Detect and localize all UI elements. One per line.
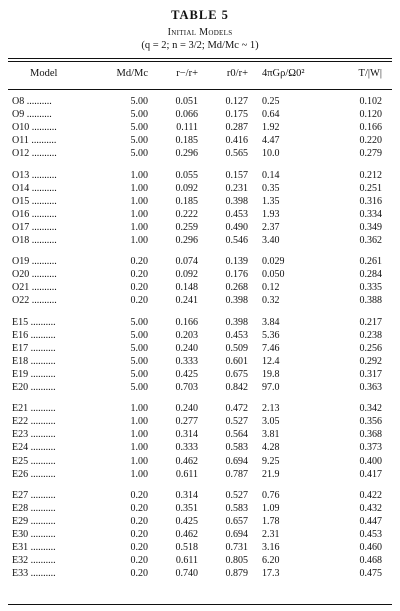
inner-radius-cell: 0.241 <box>175 295 198 307</box>
density-parameter-cell: 5.36 <box>262 329 280 341</box>
mass-ratio-cell: 5.00 <box>130 329 148 341</box>
density-max-radius-cell: 0.731 <box>225 542 248 554</box>
density-max-radius-cell: 0.490 <box>225 221 248 233</box>
energy-ratio-cell: 0.220 <box>359 135 382 147</box>
inner-radius-cell: 0.611 <box>175 555 198 567</box>
table-row <box>0 568 400 581</box>
mass-ratio-cell: 5.00 <box>130 368 148 380</box>
model-name-cell: O21 .......... <box>12 282 57 294</box>
density-max-radius-cell: 0.546 <box>225 235 248 246</box>
mass-ratio-cell: 0.20 <box>130 568 148 580</box>
mass-ratio-cell: 0.20 <box>130 282 148 294</box>
table-row <box>0 369 400 382</box>
density-parameter-cell: 0.76 <box>262 489 280 501</box>
density-parameter-cell: 1.93 <box>262 208 280 220</box>
density-max-radius-cell: 0.127 <box>225 96 248 107</box>
table-row <box>0 196 400 209</box>
table-row <box>0 403 400 416</box>
inner-radius-cell: 0.425 <box>175 515 198 527</box>
energy-ratio-cell: 0.334 <box>359 208 382 220</box>
table-row <box>0 343 400 356</box>
density-max-radius-cell: 0.176 <box>225 269 248 281</box>
table-row <box>0 122 400 135</box>
inner-radius-cell: 0.314 <box>175 429 198 441</box>
density-parameter-cell: 7.46 <box>262 342 280 354</box>
density-parameter-cell: 1.92 <box>262 122 280 134</box>
inner-radius-cell: 0.092 <box>175 269 198 281</box>
energy-ratio-cell: 0.120 <box>359 109 382 121</box>
density-parameter-cell: 0.32 <box>262 295 280 307</box>
table-row <box>0 295 400 308</box>
density-max-radius-cell: 0.583 <box>225 502 248 514</box>
inner-radius-cell: 0.092 <box>175 182 198 194</box>
inner-radius-cell: 0.740 <box>175 568 198 580</box>
model-name-cell: O13 .......... <box>12 169 57 181</box>
energy-ratio-cell: 0.166 <box>359 122 382 134</box>
inner-radius-cell: 0.051 <box>175 96 198 107</box>
inner-radius-cell: 0.166 <box>175 316 198 328</box>
table-row <box>0 170 400 183</box>
model-name-cell: O15 .......... <box>12 195 57 207</box>
column-header-inner-radius: r−/r+ <box>176 68 198 79</box>
density-parameter-cell: 21.9 <box>262 468 280 480</box>
inner-radius-cell: 0.314 <box>175 489 198 501</box>
mass-ratio-cell: 1.00 <box>130 169 148 181</box>
density-max-radius-cell: 0.509 <box>225 342 248 354</box>
density-parameter-cell: 19.8 <box>262 368 280 380</box>
table-row <box>0 442 400 455</box>
mass-ratio-cell: 5.00 <box>130 148 148 160</box>
energy-ratio-cell: 0.373 <box>359 442 382 454</box>
density-max-radius-cell: 0.675 <box>225 368 248 380</box>
mass-ratio-cell: 5.00 <box>130 355 148 367</box>
density-parameter-cell: 6.20 <box>262 555 280 567</box>
table-row <box>0 222 400 235</box>
inner-radius-cell: 0.240 <box>175 342 198 354</box>
model-name-cell: O19 .......... <box>12 256 57 268</box>
density-parameter-cell: 4.47 <box>262 135 280 147</box>
density-max-radius-cell: 0.879 <box>225 568 248 580</box>
energy-ratio-cell: 0.316 <box>359 195 382 207</box>
energy-ratio-cell: 0.238 <box>359 329 382 341</box>
energy-ratio-cell: 0.422 <box>359 489 382 501</box>
model-name-cell: E21 .......... <box>12 403 56 415</box>
density-max-radius-cell: 0.416 <box>225 135 248 147</box>
model-name-cell: E22 .......... <box>12 416 56 428</box>
mass-ratio-cell: 1.00 <box>130 235 148 246</box>
bottom-rule <box>8 604 392 605</box>
table-row <box>0 109 400 122</box>
inner-radius-cell: 0.185 <box>175 135 198 147</box>
energy-ratio-cell: 0.362 <box>359 235 382 246</box>
table-row <box>0 269 400 282</box>
mass-ratio-cell: 5.00 <box>130 342 148 354</box>
energy-ratio-cell: 0.356 <box>359 416 382 428</box>
table-row <box>0 256 400 269</box>
density-parameter-cell: 2.37 <box>262 221 280 233</box>
table-row <box>0 330 400 343</box>
inner-radius-cell: 0.296 <box>175 148 198 160</box>
model-name-cell: O20 .......... <box>12 269 57 281</box>
mass-ratio-cell: 0.20 <box>130 256 148 268</box>
energy-ratio-cell: 0.400 <box>359 455 382 467</box>
inner-radius-cell: 0.111 <box>176 122 198 134</box>
inner-radius-cell: 0.222 <box>175 208 198 220</box>
model-name-cell: E20 .......... <box>12 382 56 393</box>
inner-radius-cell: 0.462 <box>175 455 198 467</box>
table-row <box>0 317 400 330</box>
density-max-radius-cell: 0.287 <box>225 122 248 134</box>
model-name-cell: E18 .......... <box>12 355 56 367</box>
model-name-cell: E16 .......... <box>12 329 56 341</box>
mass-ratio-cell: 5.00 <box>130 96 148 107</box>
column-header-density-max-radius: r0/r+ <box>226 68 248 79</box>
inner-radius-cell: 0.296 <box>175 235 198 246</box>
density-max-radius-cell: 0.601 <box>225 355 248 367</box>
density-parameter-cell: 97.0 <box>262 382 280 393</box>
table-row <box>0 490 400 503</box>
energy-ratio-cell: 0.453 <box>359 529 382 540</box>
model-name-cell: E25 .......... <box>12 455 56 467</box>
energy-ratio-cell: 0.388 <box>359 295 382 307</box>
model-name-cell: E23 .......... <box>12 429 56 441</box>
inner-radius-cell: 0.240 <box>175 403 198 415</box>
inner-radius-cell: 0.277 <box>175 416 198 428</box>
density-max-radius-cell: 0.157 <box>225 169 248 181</box>
density-parameter-cell: 0.12 <box>262 282 280 294</box>
column-header-mass-ratio: Md/Mc <box>116 68 148 79</box>
density-max-radius-cell: 0.565 <box>225 148 248 160</box>
model-name-cell: E27 .......... <box>12 489 56 501</box>
mass-ratio-cell: 0.20 <box>130 515 148 527</box>
mass-ratio-cell: 1.00 <box>130 468 148 480</box>
table-row <box>0 235 400 248</box>
table-row <box>0 516 400 529</box>
density-max-radius-cell: 0.657 <box>225 515 248 527</box>
density-max-radius-cell: 0.175 <box>225 109 248 121</box>
table-row <box>0 542 400 555</box>
model-name-cell: E30 .......... <box>12 529 56 540</box>
density-parameter-cell: 4.28 <box>262 442 280 454</box>
mass-ratio-cell: 1.00 <box>130 403 148 415</box>
table-row <box>0 416 400 429</box>
mass-ratio-cell: 1.00 <box>130 455 148 467</box>
density-max-radius-cell: 0.398 <box>225 195 248 207</box>
density-parameter-cell: 2.31 <box>262 529 280 540</box>
inner-radius-cell: 0.351 <box>175 502 198 514</box>
model-name-cell: O8 .......... <box>12 96 52 107</box>
mass-ratio-cell: 0.20 <box>130 555 148 567</box>
table-row <box>0 148 400 161</box>
table-parameters: (q = 2; n = 3/2; Md/Mc ~ 1) <box>141 40 259 51</box>
mass-ratio-cell: 1.00 <box>130 442 148 454</box>
density-parameter-cell: 0.14 <box>262 169 280 181</box>
header-rule <box>8 89 392 90</box>
density-parameter-cell: 1.09 <box>262 502 280 514</box>
table-row <box>0 529 400 542</box>
energy-ratio-cell: 0.102 <box>359 96 382 107</box>
mass-ratio-cell: 5.00 <box>130 382 148 393</box>
energy-ratio-cell: 0.432 <box>359 502 382 514</box>
energy-ratio-cell: 0.335 <box>359 282 382 294</box>
model-name-cell: E26 .......... <box>12 468 56 480</box>
inner-radius-cell: 0.185 <box>175 195 198 207</box>
density-parameter-cell: 1.78 <box>262 515 280 527</box>
model-name-cell: O22 .......... <box>12 295 57 307</box>
energy-ratio-cell: 0.217 <box>359 316 382 328</box>
mass-ratio-cell: 5.00 <box>130 135 148 147</box>
mass-ratio-cell: 5.00 <box>130 316 148 328</box>
inner-radius-cell: 0.055 <box>175 169 198 181</box>
density-max-radius-cell: 0.805 <box>225 555 248 567</box>
model-name-cell: O16 .......... <box>12 208 57 220</box>
table-title: TABLE 5 <box>171 8 229 22</box>
model-name-cell: O9 .......... <box>12 109 52 121</box>
density-max-radius-cell: 0.453 <box>225 208 248 220</box>
density-parameter-cell: 3.81 <box>262 429 280 441</box>
inner-radius-cell: 0.518 <box>175 542 198 554</box>
density-max-radius-cell: 0.787 <box>225 468 248 480</box>
energy-ratio-cell: 0.460 <box>359 542 382 554</box>
density-parameter-cell: 9.25 <box>262 455 280 467</box>
mass-ratio-cell: 0.20 <box>130 295 148 307</box>
model-name-cell: O10 .......... <box>12 122 57 134</box>
mass-ratio-cell: 0.20 <box>130 269 148 281</box>
model-name-cell: O17 .......... <box>12 221 57 233</box>
density-max-radius-cell: 0.527 <box>225 489 248 501</box>
table-row <box>0 429 400 442</box>
energy-ratio-cell: 0.261 <box>359 256 382 268</box>
density-max-radius-cell: 0.398 <box>225 316 248 328</box>
density-parameter-cell: 10.0 <box>262 148 280 160</box>
density-parameter-cell: 3.16 <box>262 542 280 554</box>
inner-radius-cell: 0.425 <box>175 368 198 380</box>
inner-radius-cell: 0.203 <box>175 329 198 341</box>
model-name-cell: E24 .......... <box>12 442 56 454</box>
mass-ratio-cell: 1.00 <box>130 221 148 233</box>
model-name-cell: O11 .......... <box>12 135 57 147</box>
mass-ratio-cell: 1.00 <box>130 195 148 207</box>
energy-ratio-cell: 0.417 <box>359 468 382 480</box>
column-header-energy-ratio: T/|W| <box>358 68 382 79</box>
density-max-radius-cell: 0.472 <box>225 403 248 415</box>
model-name-cell: E19 .......... <box>12 368 56 380</box>
table-row <box>0 469 400 482</box>
energy-ratio-cell: 0.212 <box>359 169 382 181</box>
inner-radius-cell: 0.066 <box>175 109 198 121</box>
mass-ratio-cell: 5.00 <box>130 122 148 134</box>
table-row <box>0 135 400 148</box>
density-max-radius-cell: 0.583 <box>225 442 248 454</box>
inner-radius-cell: 0.611 <box>175 468 198 480</box>
density-max-radius-cell: 0.527 <box>225 416 248 428</box>
density-parameter-cell: 12.4 <box>262 355 280 367</box>
model-name-cell: E33 .......... <box>12 568 56 580</box>
energy-ratio-cell: 0.447 <box>359 515 382 527</box>
table-row <box>0 209 400 222</box>
column-header-density-parameter: 4πGρ/Ω0² <box>262 68 305 79</box>
energy-ratio-cell: 0.317 <box>359 368 382 380</box>
energy-ratio-cell: 0.256 <box>359 342 382 354</box>
density-max-radius-cell: 0.453 <box>225 329 248 341</box>
energy-ratio-cell: 0.284 <box>359 269 382 281</box>
density-parameter-cell: 17.3 <box>262 568 280 580</box>
energy-ratio-cell: 0.251 <box>359 182 382 194</box>
energy-ratio-cell: 0.363 <box>359 382 382 393</box>
density-max-radius-cell: 0.231 <box>225 182 248 194</box>
density-max-radius-cell: 0.139 <box>225 256 248 268</box>
table-row <box>0 456 400 469</box>
model-name-cell: E31 .......... <box>12 542 56 554</box>
model-name-cell: E28 .......... <box>12 502 56 514</box>
table-row <box>0 356 400 369</box>
mass-ratio-cell: 1.00 <box>130 208 148 220</box>
table-row <box>0 96 400 109</box>
density-max-radius-cell: 0.694 <box>225 529 248 540</box>
density-parameter-cell: 0.35 <box>262 182 280 194</box>
inner-radius-cell: 0.333 <box>175 355 198 367</box>
energy-ratio-cell: 0.468 <box>359 555 382 567</box>
density-parameter-cell: 1.35 <box>262 195 280 207</box>
model-name-cell: O12 .......... <box>12 148 57 160</box>
energy-ratio-cell: 0.349 <box>359 221 382 233</box>
model-name-cell: O18 .......... <box>12 235 57 246</box>
inner-radius-cell: 0.074 <box>175 256 198 268</box>
mass-ratio-cell: 1.00 <box>130 429 148 441</box>
table-row <box>0 183 400 196</box>
energy-ratio-cell: 0.475 <box>359 568 382 580</box>
mass-ratio-cell: 0.20 <box>130 489 148 501</box>
energy-ratio-cell: 0.279 <box>359 148 382 160</box>
model-name-cell: O14 .......... <box>12 182 57 194</box>
density-parameter-cell: 3.40 <box>262 235 280 246</box>
table-row <box>0 382 400 395</box>
density-parameter-cell: 2.13 <box>262 403 280 415</box>
table-row <box>0 503 400 516</box>
density-parameter-cell: 0.029 <box>262 256 285 268</box>
mass-ratio-cell: 1.00 <box>130 182 148 194</box>
inner-radius-cell: 0.462 <box>175 529 198 540</box>
mass-ratio-cell: 5.00 <box>130 109 148 121</box>
density-parameter-cell: 0.050 <box>262 269 285 281</box>
model-name-cell: E29 .......... <box>12 515 56 527</box>
density-max-radius-cell: 0.842 <box>225 382 248 393</box>
density-parameter-cell: 3.05 <box>262 416 280 428</box>
mass-ratio-cell: 0.20 <box>130 502 148 514</box>
inner-radius-cell: 0.703 <box>175 382 198 393</box>
density-max-radius-cell: 0.268 <box>225 282 248 294</box>
inner-radius-cell: 0.148 <box>175 282 198 294</box>
density-parameter-cell: 0.64 <box>262 109 280 121</box>
mass-ratio-cell: 0.20 <box>130 542 148 554</box>
table-row <box>0 555 400 568</box>
energy-ratio-cell: 0.292 <box>359 355 382 367</box>
model-name-cell: E32 .......... <box>12 555 56 567</box>
density-max-radius-cell: 0.694 <box>225 455 248 467</box>
density-parameter-cell: 3.84 <box>262 316 280 328</box>
model-name-cell: E15 .......... <box>12 316 56 328</box>
density-max-radius-cell: 0.398 <box>225 295 248 307</box>
table-row <box>0 282 400 295</box>
density-max-radius-cell: 0.564 <box>225 429 248 441</box>
mass-ratio-cell: 0.20 <box>130 529 148 540</box>
energy-ratio-cell: 0.368 <box>359 429 382 441</box>
energy-ratio-cell: 0.342 <box>359 403 382 415</box>
table-subtitle: Initial Models <box>167 27 233 38</box>
column-header-model: Model <box>30 68 58 79</box>
top-rule <box>8 58 392 59</box>
mass-ratio-cell: 1.00 <box>130 416 148 428</box>
inner-radius-cell: 0.259 <box>175 221 198 233</box>
model-name-cell: E17 .......... <box>12 342 56 354</box>
top-rule-double <box>8 61 392 62</box>
inner-radius-cell: 0.333 <box>175 442 198 454</box>
density-parameter-cell: 0.25 <box>262 96 280 107</box>
